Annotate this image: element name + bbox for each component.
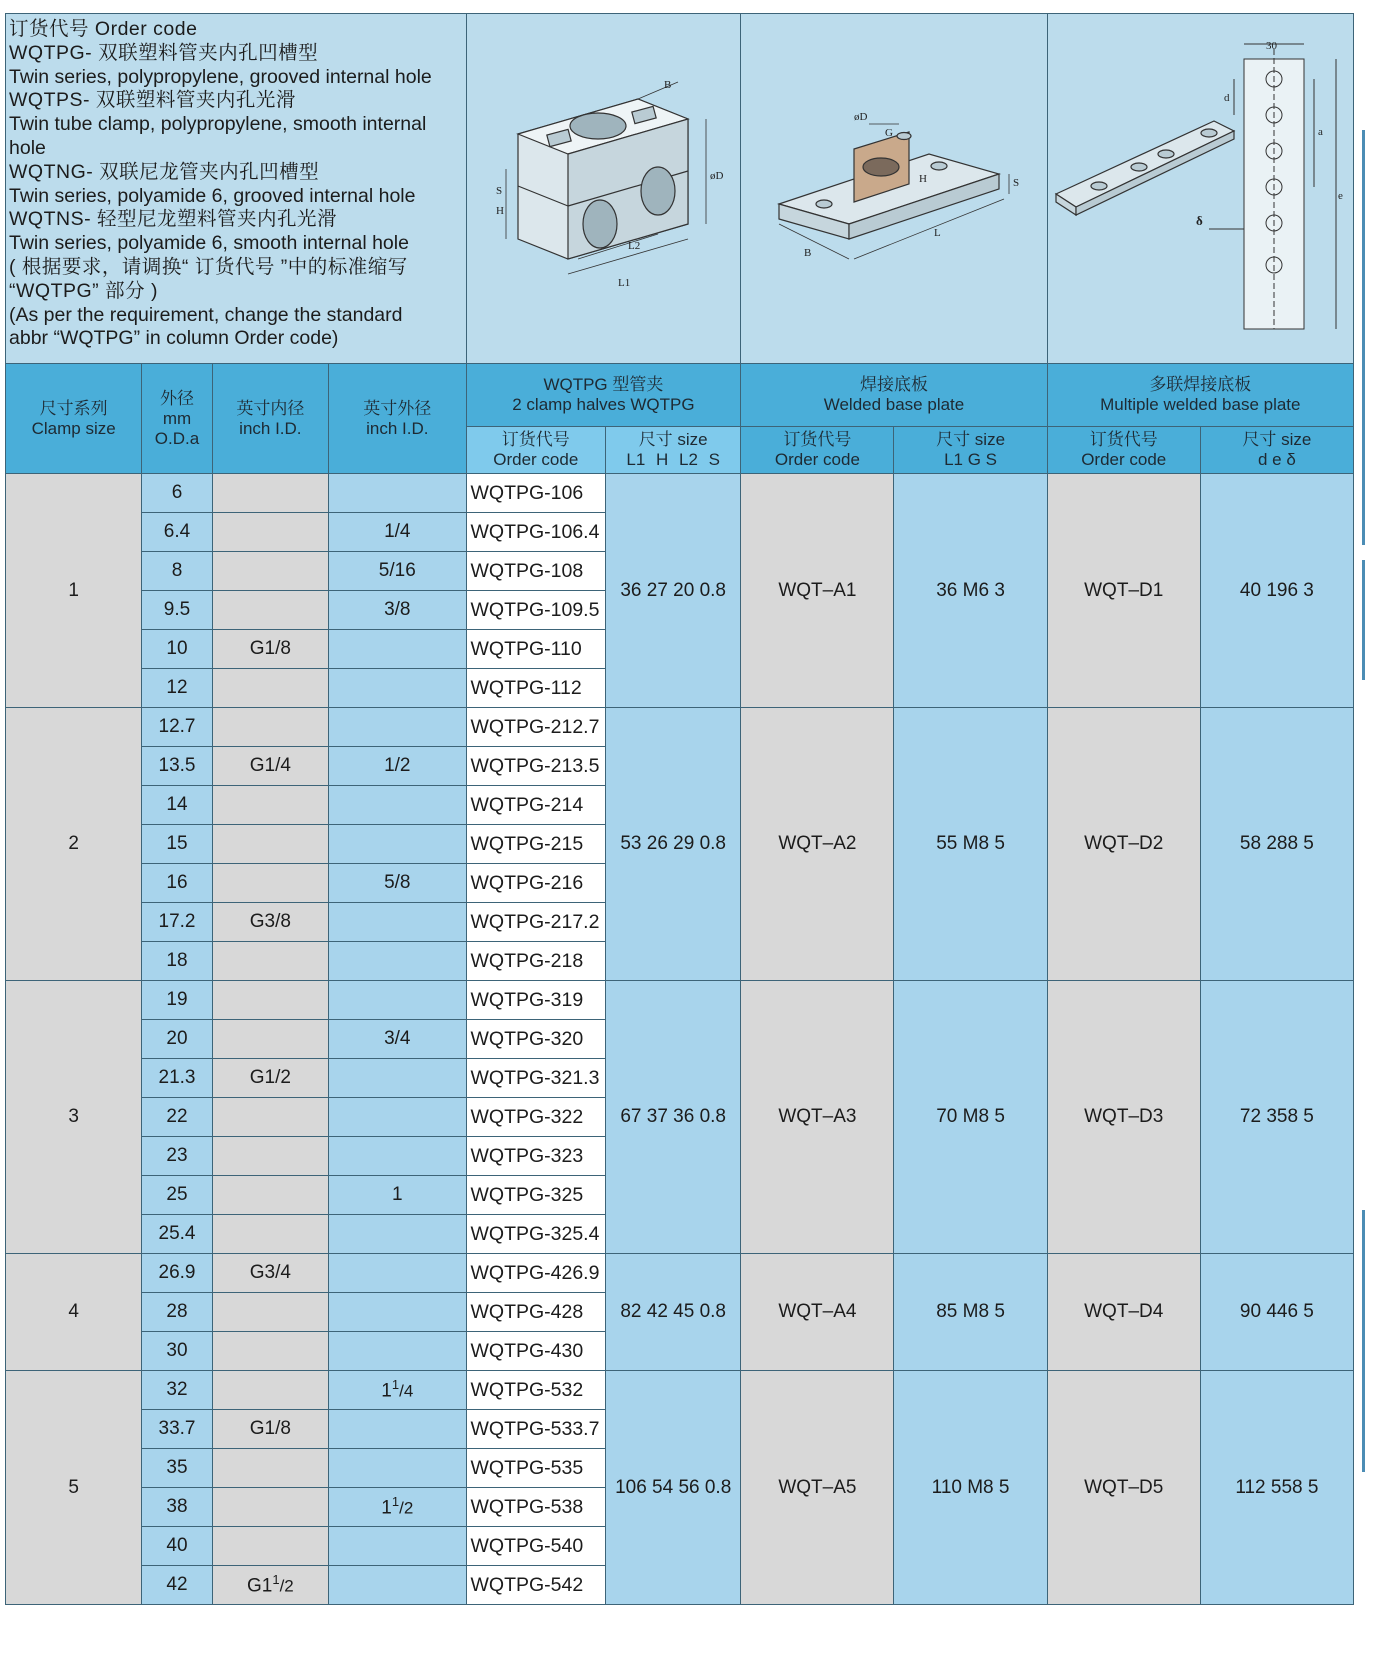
inch-od-cell-numerator: 1 bbox=[391, 1377, 400, 1393]
inch-id-cell bbox=[212, 1098, 328, 1137]
od-cell: 15 bbox=[142, 825, 212, 864]
description-line: Twin series, polyamide 6, grooved internal hole bbox=[9, 184, 416, 207]
page-edge-mark bbox=[1362, 130, 1365, 545]
description-line: Twin tube clamp, polypropylene, smooth internal bbox=[9, 113, 427, 136]
label-l2: L2 bbox=[628, 239, 641, 252]
inch-id-cell bbox=[212, 513, 328, 552]
page-edge-mark bbox=[1362, 560, 1365, 680]
inch-id-cell: G1/8 bbox=[212, 1410, 328, 1449]
order-code-en: Order code bbox=[774, 450, 860, 469]
od-cell: 19 bbox=[142, 981, 212, 1020]
clamp-size-cell: 2 bbox=[6, 708, 142, 981]
table-row bbox=[6, 1254, 1354, 1293]
twin-clamp-drawing bbox=[478, 74, 728, 304]
inch-id-cell bbox=[212, 1215, 328, 1254]
od-cell: 33.7 bbox=[142, 1410, 212, 1449]
plate-dims-cell: 110 M8 5 bbox=[894, 1371, 1047, 1605]
inch-od-cell: 5/8 bbox=[329, 864, 466, 903]
order-code-cell: WQTPG-322 bbox=[466, 1098, 606, 1137]
order-code-cell: WQTPG-212.7 bbox=[466, 708, 606, 747]
clamp-size-header-en: Clamp size bbox=[31, 418, 116, 438]
multi-code-cell: WQT–D3 bbox=[1047, 981, 1200, 1254]
label-g: G bbox=[884, 126, 893, 139]
inch-id-cell bbox=[212, 1488, 328, 1527]
order-code-cn: 订货代号 bbox=[501, 430, 570, 449]
inch-id-cell bbox=[212, 1371, 328, 1410]
inch-id-cell bbox=[212, 1449, 328, 1488]
order-code-cell: WQTPG-217.2 bbox=[466, 903, 606, 942]
label-d: øD bbox=[710, 169, 724, 182]
inch-id-header-cn: 英寸内径 bbox=[236, 398, 305, 418]
clamp-size-cell: 4 bbox=[6, 1254, 142, 1371]
order-code-cell: WQTPG-106 bbox=[466, 474, 606, 513]
inch-od-cell-whole: 1 bbox=[381, 1497, 392, 1519]
header-row-1 bbox=[6, 364, 1354, 427]
clamp-size-cell: 1 bbox=[6, 474, 142, 708]
plate-code-cell: WQT–A4 bbox=[741, 1254, 894, 1371]
od-cell: 17.2 bbox=[142, 903, 212, 942]
multi-code-cell: WQT–D5 bbox=[1047, 1371, 1200, 1605]
inch-od-cell: 1 bbox=[329, 1176, 466, 1215]
clamp-size-header bbox=[6, 364, 142, 474]
inch-id-cell bbox=[212, 942, 328, 981]
inch-id-cell bbox=[212, 825, 328, 864]
clamp-dims-cell: 67 37 36 0.8 bbox=[606, 981, 741, 1254]
inch-od-cell bbox=[329, 903, 466, 942]
multi-order-code-header bbox=[1047, 427, 1200, 474]
welded-header-en: Welded base plate bbox=[823, 395, 965, 414]
multi-plate-drawing-cell bbox=[1047, 14, 1353, 364]
od-cell: 25.4 bbox=[142, 1215, 212, 1254]
order-code-cell: WQTPG-540 bbox=[466, 1527, 606, 1566]
od-header bbox=[142, 364, 212, 474]
clamp-size-cell: 5 bbox=[6, 1371, 142, 1605]
wqtpg-header-cn: WQTPG 型管夹 bbox=[543, 375, 664, 394]
clamp-dims-cell: 82 42 45 0.8 bbox=[606, 1254, 741, 1371]
order-code-cn: 订货代号 bbox=[1089, 430, 1158, 449]
order-code-en: Order code bbox=[1081, 450, 1167, 469]
od-header-cn: 外径 bbox=[160, 388, 194, 408]
inch-od-cell bbox=[329, 1488, 466, 1527]
inch-id-cell bbox=[212, 1176, 328, 1215]
od-cell: 16 bbox=[142, 864, 212, 903]
od-cell: 35 bbox=[142, 1449, 212, 1488]
wqtpg-header-en: 2 clamp halves WQTPG bbox=[512, 395, 695, 414]
plate-dims-cell: 55 M8 5 bbox=[894, 708, 1047, 981]
description-line: hole bbox=[9, 136, 46, 159]
label-h: H bbox=[496, 204, 505, 217]
clamp-dims-cell: 36 27 20 0.8 bbox=[606, 474, 741, 708]
inch-id-header-en: inch I.D. bbox=[239, 418, 302, 438]
clamp-size-cell: 3 bbox=[6, 981, 142, 1254]
order-code-cell: WQTPG-426.9 bbox=[466, 1254, 606, 1293]
inch-od-cell: 3/4 bbox=[329, 1020, 466, 1059]
multi-dims-cell: 112 558 5 bbox=[1200, 1371, 1353, 1605]
multi-dims-cell: 72 358 5 bbox=[1200, 981, 1353, 1254]
inch-od-cell: 3/8 bbox=[329, 591, 466, 630]
multiple-header-cn: 多联焊接底板 bbox=[1149, 375, 1252, 394]
clamp-dims-cell: 106 54 56 0.8 bbox=[606, 1371, 741, 1605]
od-cell: 14 bbox=[142, 786, 212, 825]
order-code-cell: WQTPG-535 bbox=[466, 1449, 606, 1488]
label-30: 30 bbox=[1266, 39, 1278, 52]
description-line: (As per the requirement, change the standard bbox=[9, 303, 403, 326]
size-dims-labels: L1 G S bbox=[944, 450, 998, 469]
description-line: abbr “WQTPG” in column Order code) bbox=[9, 327, 339, 350]
inch-id-cell bbox=[212, 1332, 328, 1371]
order-code-cell: WQTPG-215 bbox=[466, 825, 606, 864]
inch-od-cell bbox=[329, 474, 466, 513]
od-cell: 12.7 bbox=[142, 708, 212, 747]
od-cell: 9.5 bbox=[142, 591, 212, 630]
label-s: S bbox=[496, 184, 503, 197]
order-code-cell: WQTPG-109.5 bbox=[466, 591, 606, 630]
order-code-cell: WQTPG-108 bbox=[466, 552, 606, 591]
inch-id-cell: G1/2 bbox=[212, 1059, 328, 1098]
inch-id-cell-denominator: /2 bbox=[279, 1576, 294, 1596]
table-row bbox=[6, 1371, 1354, 1410]
inch-id-cell: G3/8 bbox=[212, 903, 328, 942]
inch-od-cell bbox=[329, 1371, 466, 1410]
inch-id-cell bbox=[212, 1020, 328, 1059]
clamp-dims-cell: 53 26 29 0.8 bbox=[606, 708, 741, 981]
inch-od-cell bbox=[329, 825, 466, 864]
multi-size-header bbox=[1200, 427, 1353, 474]
od-cell: 18 bbox=[142, 942, 212, 981]
multi-plate-drawing bbox=[1054, 39, 1346, 339]
label-h: H bbox=[918, 172, 927, 185]
welded-header bbox=[741, 364, 1047, 427]
order-code-cell: WQTPG-110 bbox=[466, 630, 606, 669]
order-code-cell: WQTPG-323 bbox=[466, 1137, 606, 1176]
inch-od-cell bbox=[329, 708, 466, 747]
table-body bbox=[6, 474, 1354, 1605]
size-cn: 尺寸 size bbox=[1242, 430, 1312, 449]
table-row bbox=[6, 708, 1354, 747]
description-lines bbox=[9, 18, 464, 351]
top-section bbox=[6, 14, 1354, 364]
order-code-cell: WQTPG-320 bbox=[466, 1020, 606, 1059]
inch-id-cell bbox=[212, 1137, 328, 1176]
table-row bbox=[6, 474, 1354, 513]
plate-code-cell: WQT–A5 bbox=[741, 1371, 894, 1605]
description-line: WQTNG- 双联尼龙管夹内孔凹槽型 bbox=[9, 160, 320, 183]
inch-od-header-cn: 英寸外径 bbox=[363, 398, 432, 418]
inch-id-cell bbox=[212, 981, 328, 1020]
inch-id-cell bbox=[212, 786, 328, 825]
inch-id-cell bbox=[212, 591, 328, 630]
multi-dims-cell: 58 288 5 bbox=[1200, 708, 1353, 981]
plate-dims-cell: 70 M8 5 bbox=[894, 981, 1047, 1254]
inch-od-cell-whole: 1 bbox=[381, 1380, 392, 1402]
inch-od-cell bbox=[329, 1566, 466, 1605]
order-code-cell: WQTPG-213.5 bbox=[466, 747, 606, 786]
label-l: L bbox=[933, 226, 941, 239]
clamp-size-dims-header bbox=[606, 427, 741, 474]
od-cell: 32 bbox=[142, 1371, 212, 1410]
plate-dims-cell: 85 M8 5 bbox=[894, 1254, 1047, 1371]
order-code-cell: WQTPG-319 bbox=[466, 981, 606, 1020]
description-line: ( 根据要求，请调换“ 订货代号 ”中的标准缩写 bbox=[9, 255, 408, 278]
multi-dims-cell: 40 196 3 bbox=[1200, 474, 1353, 708]
multi-code-cell: WQT–D4 bbox=[1047, 1254, 1200, 1371]
spec-sheet bbox=[5, 13, 1354, 1605]
page-edge-mark bbox=[1362, 1210, 1365, 1472]
inch-od-header bbox=[329, 364, 466, 474]
od-header-en: O.D.a bbox=[154, 428, 200, 448]
size-cn: 尺寸 size bbox=[638, 430, 708, 449]
order-code-cn: 订货代号 bbox=[783, 430, 852, 449]
plate-code-cell: WQT–A1 bbox=[741, 474, 894, 708]
od-cell: 12 bbox=[142, 669, 212, 708]
order-code-cell: WQTPG-538 bbox=[466, 1488, 606, 1527]
inch-id-cell bbox=[212, 552, 328, 591]
description-line: Twin series, polyamide 6, smooth internal hole bbox=[9, 232, 409, 255]
inch-od-cell bbox=[329, 1332, 466, 1371]
od-header-unit: mm bbox=[162, 408, 192, 428]
order-code-cell: WQTPG-542 bbox=[466, 1566, 606, 1605]
inch-id-cell: G1/4 bbox=[212, 747, 328, 786]
label-b: B bbox=[664, 78, 672, 91]
od-cell: 38 bbox=[142, 1488, 212, 1527]
inch-od-cell bbox=[329, 1137, 466, 1176]
inch-od-cell bbox=[329, 942, 466, 981]
clamp-order-code-header bbox=[466, 427, 606, 474]
description-line: WQTPG- 双联塑料管夹内孔凹槽型 bbox=[9, 41, 319, 64]
od-cell: 6 bbox=[142, 474, 212, 513]
table-row bbox=[6, 981, 1354, 1020]
inch-od-cell bbox=[329, 1449, 466, 1488]
multi-code-cell: WQT–D1 bbox=[1047, 474, 1200, 708]
order-code-cell: WQTPG-325 bbox=[466, 1176, 606, 1215]
inch-id-cell-whole: G1 bbox=[246, 1575, 273, 1597]
label-od: øD bbox=[853, 110, 868, 123]
welded-size-header bbox=[894, 427, 1047, 474]
order-code-cell: WQTPG-112 bbox=[466, 669, 606, 708]
inch-od-cell bbox=[329, 1254, 466, 1293]
inch-od-cell bbox=[329, 669, 466, 708]
label-a: a bbox=[1318, 125, 1324, 138]
plate-code-cell: WQT–A3 bbox=[741, 981, 894, 1254]
inch-id-cell: G3/4 bbox=[212, 1254, 328, 1293]
od-cell: 20 bbox=[142, 1020, 212, 1059]
inch-od-cell bbox=[329, 981, 466, 1020]
description-line: WQTPS- 双联塑料管夹内孔光滑 bbox=[9, 89, 296, 112]
inch-id-cell: G1/8 bbox=[212, 630, 328, 669]
inch-od-cell: 1/4 bbox=[329, 513, 466, 552]
inch-id-cell bbox=[212, 1293, 328, 1332]
od-cell: 40 bbox=[142, 1527, 212, 1566]
welded-plate-drawing bbox=[759, 74, 1029, 304]
welded-order-code-header bbox=[741, 427, 894, 474]
multi-code-cell: WQT–D2 bbox=[1047, 708, 1200, 981]
label-l1: L1 bbox=[618, 276, 631, 289]
inch-id-cell bbox=[212, 474, 328, 513]
od-cell: 26.9 bbox=[142, 1254, 212, 1293]
order-code-cell: WQTPG-325.4 bbox=[466, 1215, 606, 1254]
inch-od-cell bbox=[329, 786, 466, 825]
inch-od-cell-denominator: /2 bbox=[399, 1498, 414, 1518]
od-cell: 23 bbox=[142, 1137, 212, 1176]
label-e: e bbox=[1338, 189, 1344, 202]
inch-od-cell bbox=[329, 1410, 466, 1449]
od-cell: 30 bbox=[142, 1332, 212, 1371]
multiple-header bbox=[1047, 364, 1353, 427]
order-code-cell: WQTPG-532 bbox=[466, 1371, 606, 1410]
inch-id-cell bbox=[212, 1566, 328, 1605]
inch-id-cell bbox=[212, 669, 328, 708]
od-cell: 8 bbox=[142, 552, 212, 591]
description-line: 订货代号 Order code bbox=[9, 18, 198, 40]
od-cell: 21.3 bbox=[142, 1059, 212, 1098]
welded-plate-drawing-cell bbox=[741, 14, 1047, 364]
label-s: S bbox=[1012, 176, 1020, 189]
od-cell: 42 bbox=[142, 1566, 212, 1605]
inch-id-cell bbox=[212, 864, 328, 903]
inch-id-cell bbox=[212, 1527, 328, 1566]
description-line: “WQTPG” 部分 ) bbox=[9, 279, 158, 302]
order-code-en: Order code bbox=[493, 450, 579, 469]
plate-code-cell: WQT–A2 bbox=[741, 708, 894, 981]
inch-od-cell bbox=[329, 1527, 466, 1566]
order-code-cell: WQTPG-106.4 bbox=[466, 513, 606, 552]
order-code-cell: WQTPG-216 bbox=[466, 864, 606, 903]
spec-table bbox=[5, 13, 1354, 1605]
order-code-cell: WQTPG-533.7 bbox=[466, 1410, 606, 1449]
description-cell bbox=[6, 14, 467, 364]
inch-od-cell-denominator: /4 bbox=[399, 1381, 414, 1401]
order-code-cell: WQTPG-321.3 bbox=[466, 1059, 606, 1098]
inch-id-cell bbox=[212, 708, 328, 747]
inch-id-header bbox=[212, 364, 328, 474]
od-cell: 28 bbox=[142, 1293, 212, 1332]
inch-od-cell bbox=[329, 1098, 466, 1137]
label-b: B bbox=[803, 246, 812, 259]
od-cell: 13.5 bbox=[142, 747, 212, 786]
size-cn: 尺寸 size bbox=[936, 430, 1006, 449]
label-delta: δ bbox=[1196, 212, 1204, 228]
inch-od-cell-numerator: 1 bbox=[391, 1494, 400, 1510]
inch-od-cell: 5/16 bbox=[329, 552, 466, 591]
od-cell: 10 bbox=[142, 630, 212, 669]
multi-dims-cell: 90 446 5 bbox=[1200, 1254, 1353, 1371]
label-d: d bbox=[1224, 91, 1230, 104]
inch-od-header-en: inch I.D. bbox=[366, 418, 429, 438]
welded-header-cn: 焊接底板 bbox=[859, 375, 928, 394]
multiple-header-en: Multiple welded base plate bbox=[1100, 395, 1301, 414]
size-dims-labels: d e δ bbox=[1257, 450, 1296, 469]
inch-id-cell-numerator: 1 bbox=[272, 1572, 280, 1588]
inch-od-cell: 1/2 bbox=[329, 747, 466, 786]
wqtpg-header bbox=[466, 364, 741, 427]
inch-od-cell bbox=[329, 630, 466, 669]
order-code-cell: WQTPG-428 bbox=[466, 1293, 606, 1332]
clamp-size-header-cn: 尺寸系列 bbox=[39, 398, 108, 418]
od-cell: 25 bbox=[142, 1176, 212, 1215]
inch-od-cell bbox=[329, 1059, 466, 1098]
description-line: WQTNS- 轻型尼龙塑料管夹内孔光滑 bbox=[9, 208, 337, 231]
od-cell: 6.4 bbox=[142, 513, 212, 552]
description-line: Twin series, polypropylene, grooved internal hole bbox=[9, 65, 432, 88]
plate-dims-cell: 36 M6 3 bbox=[894, 474, 1047, 708]
order-code-cell: WQTPG-430 bbox=[466, 1332, 606, 1371]
inch-od-cell bbox=[329, 1215, 466, 1254]
clamp-drawing-cell bbox=[466, 14, 741, 364]
od-cell: 22 bbox=[142, 1098, 212, 1137]
order-code-cell: WQTPG-218 bbox=[466, 942, 606, 981]
order-code-cell: WQTPG-214 bbox=[466, 786, 606, 825]
size-dims-labels: L1 H L2 S bbox=[626, 450, 720, 469]
inch-od-cell bbox=[329, 1293, 466, 1332]
